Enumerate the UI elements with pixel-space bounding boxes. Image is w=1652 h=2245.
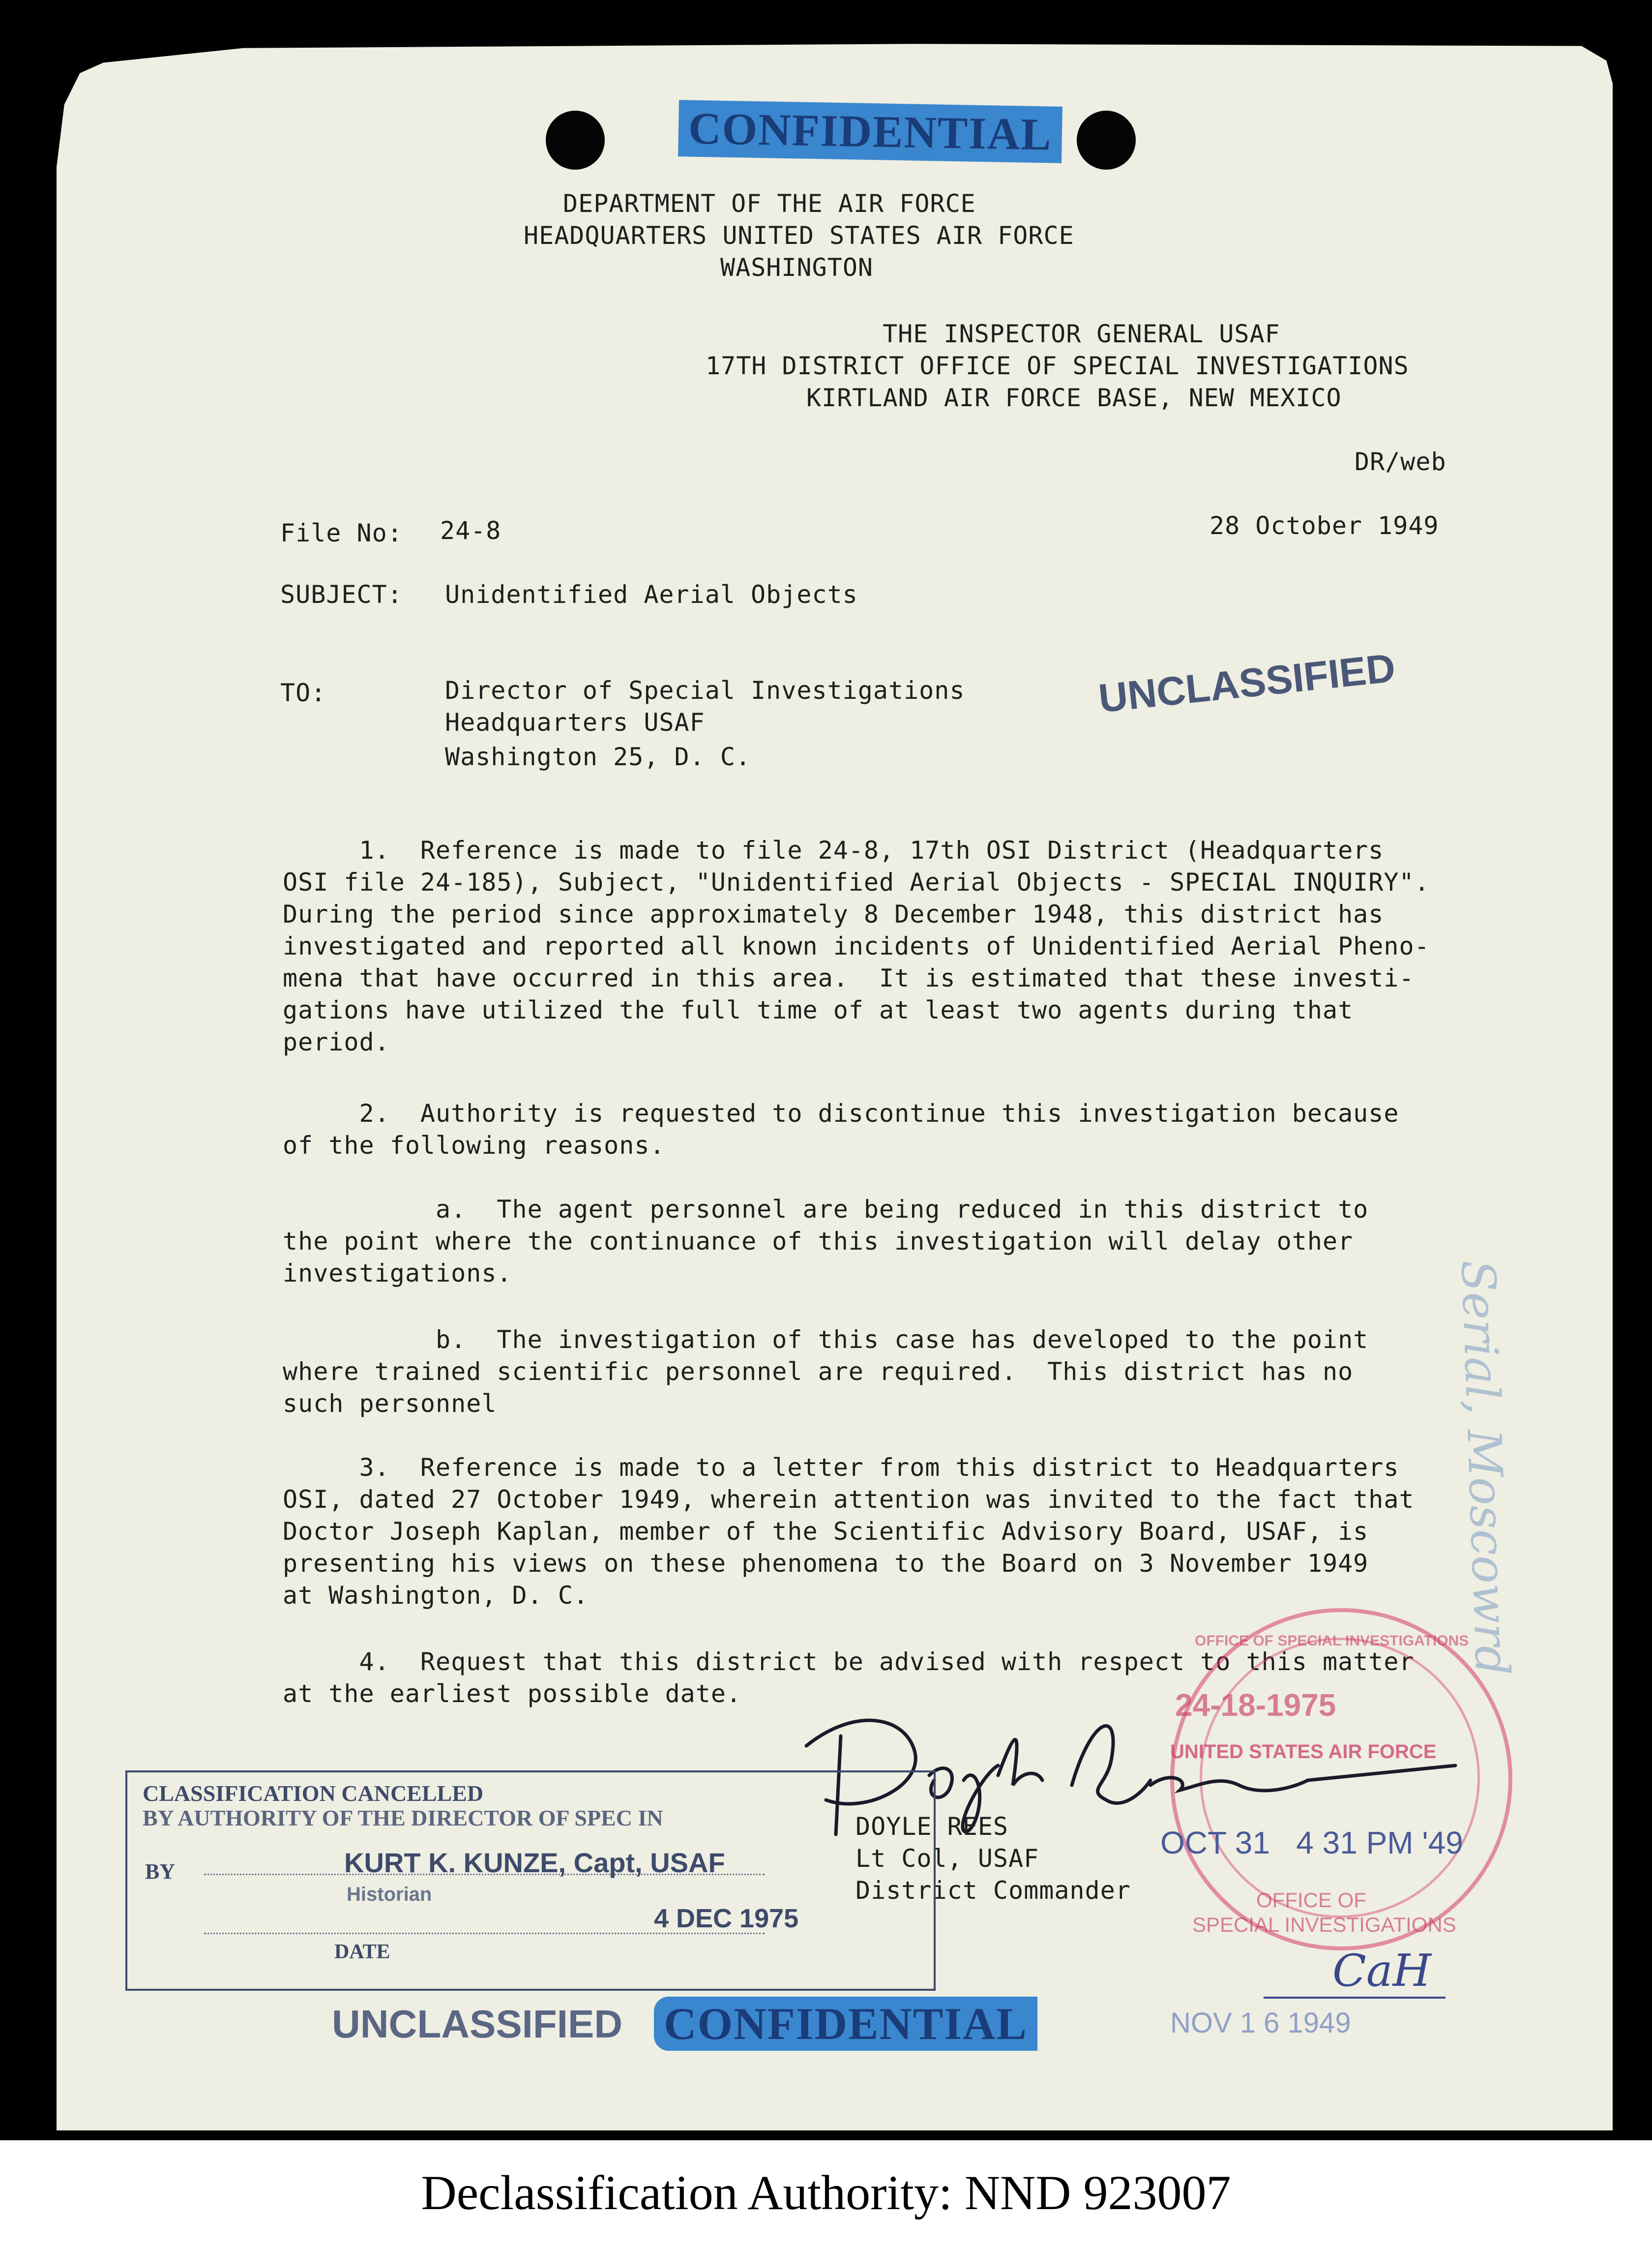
punch-hole-right <box>1077 111 1136 170</box>
cancel-officer: KURT K. KUNZE, Capt, USAF <box>344 1847 725 1878</box>
seal-outer-text: OFFICE OF SPECIAL INVESTIGATIONS <box>1195 1633 1469 1649</box>
cancel-officer-title: Historian <box>347 1884 432 1905</box>
cancel-date-value: 4 DEC 1975 <box>654 1904 799 1933</box>
office-line-2: 17TH DISTRICT OFFICE OF SPECIAL INVESTIGATIONS <box>706 352 1409 380</box>
seal-inner-text: UNITED STATES AIR FORCE <box>1170 1741 1437 1763</box>
p1-line: investigated and reported all known incidents of Unidentified Aerial Pheno- <box>283 932 1430 960</box>
signature-title: District Commander <box>856 1876 1131 1905</box>
reference-initials: DR/web <box>1355 448 1446 476</box>
received-office-line-1: OFFICE OF <box>1256 1888 1366 1912</box>
file-number: 24-8 <box>440 516 502 545</box>
p1-line: gations have utilized the full time of at least two agents during that <box>283 996 1354 1024</box>
margin-pencil-note: Serial, Moscowrd <box>1450 1259 1519 1677</box>
office-line-3: KIRTLAND AIR FORCE BASE, NEW MEXICO <box>806 384 1342 412</box>
department-line-2: HEADQUARTERS UNITED STATES AIR FORCE <box>524 221 1074 250</box>
pb-line: where trained scientific personnel are required. This district has no <box>283 1357 1354 1386</box>
to-line-2: Headquarters USAF <box>445 708 705 737</box>
department-line-1: DEPARTMENT OF THE AIR FORCE <box>563 189 976 218</box>
received-office-line-2: SPECIAL INVESTIGATIONS <box>1192 1913 1456 1936</box>
unclassified-stamp-bottom: UNCLASSIFIED <box>332 2002 623 2046</box>
subject-text: Unidentified Aerial Objects <box>445 580 858 609</box>
signature-rank: Lt Col, USAF <box>856 1844 1039 1873</box>
confidential-stamp-bottom: CONFIDENTIAL <box>654 1997 1037 2051</box>
initials-underline <box>1264 1997 1446 1999</box>
p1-line: 1. Reference is made to file 24-8, 17th OSI District (Headquarters <box>283 836 1384 865</box>
subject-label: SUBJECT: <box>280 580 403 609</box>
p2-line: of the following reasons. <box>283 1131 665 1160</box>
to-label: TO: <box>280 679 326 707</box>
received-time-stamp: OCT 31 4 31 PM '49 <box>1160 1825 1463 1860</box>
department-line-3: WASHINGTON <box>720 253 874 282</box>
cancel-by-label: BY <box>145 1859 176 1884</box>
confidential-stamp-top: CONFIDENTIAL <box>678 100 1062 163</box>
declassification-caption: Declassification Authority: NND 923007 <box>421 2165 1231 2220</box>
p3-line: presenting his views on these phenomena to the Board on 3 November 1949 <box>283 1549 1369 1578</box>
seal-number: 24-18-1975 <box>1175 1687 1336 1723</box>
memo-date: 28 October 1949 <box>1210 511 1439 540</box>
p4-line: 4. Request that this district be advised with respect to this matter <box>283 1647 1415 1676</box>
to-line-3: Washington 25, D. C. <box>445 743 751 771</box>
p1-line: During the period since approximately 8 December 1948, this district has <box>283 900 1384 928</box>
pa-line: the point where the continuance of this investigation will delay other <box>283 1227 1354 1256</box>
signature-name: DOYLE REES <box>856 1812 1009 1841</box>
received-date-stamp: NOV 1 6 1949 <box>1170 2007 1351 2039</box>
file-label: File No: <box>280 519 403 547</box>
p3-line: 3. Reference is made to a letter from this district to Headquarters <box>283 1453 1399 1482</box>
punch-hole-left <box>546 111 605 170</box>
cancel-date-rule <box>204 1933 765 1934</box>
p3-line: at Washington, D. C. <box>283 1581 589 1610</box>
cancel-line-2: BY AUTHORITY OF THE DIRECTOR OF SPEC IN <box>143 1805 663 1830</box>
office-line-1: THE INSPECTOR GENERAL USAF <box>883 320 1280 348</box>
p1-line: period. <box>283 1028 390 1056</box>
p1-line: OSI file 24-185), Subject, "Unidentified Aerial Objects - SPECIAL INQUIRY". <box>283 868 1430 897</box>
p1-line: mena that have occurred in this area. It is estimated that these investi- <box>283 964 1415 992</box>
pa-line: a. The agent personnel are being reduced in this district to <box>283 1195 1369 1224</box>
p3-line: OSI, dated 27 October 1949, wherein attention was invited to the fact that <box>283 1485 1415 1514</box>
pb-line: b. The investigation of this case has developed to the point <box>283 1325 1369 1354</box>
p3-line: Doctor Joseph Kaplan, member of the Scientific Advisory Board, USAF, is <box>283 1517 1369 1546</box>
to-line-1: Director of Special Investigations <box>445 676 965 705</box>
unclassified-stamp-mid: UNCLASSIFIED <box>1096 645 1398 721</box>
cancel-date-label: DATE <box>334 1941 390 1963</box>
cancel-line-1: CLASSIFICATION CANCELLED <box>143 1781 484 1806</box>
p4-line: at the earliest possible date. <box>283 1679 742 1708</box>
pa-line: investigations. <box>283 1259 512 1287</box>
p2-line: 2. Authority is requested to discontinue this investigation because <box>283 1099 1399 1128</box>
pb-line: such personnel <box>283 1389 497 1418</box>
received-initials: CaH <box>1332 1945 1432 1997</box>
